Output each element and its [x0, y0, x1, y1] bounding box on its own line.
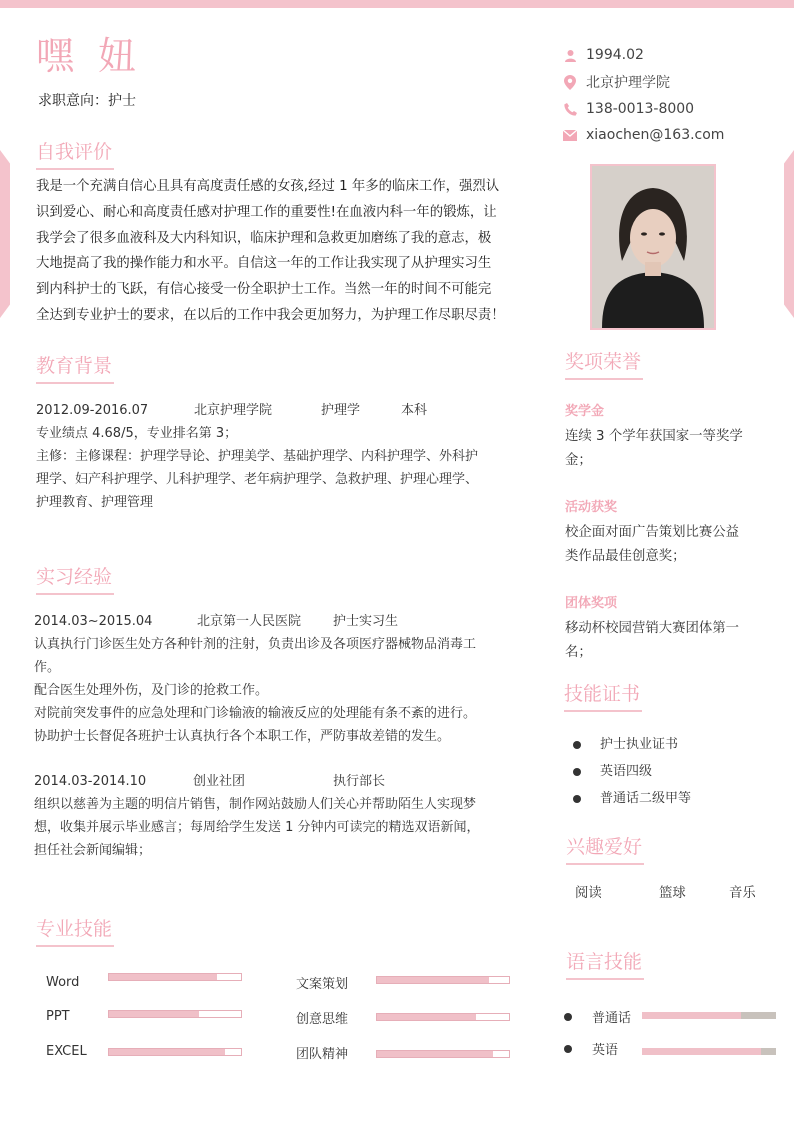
lang-bar-english: [642, 1048, 776, 1055]
edu-degree: 本科: [401, 403, 428, 418]
self-eval-line: 我是一个充满自信心且具有高度责任感的女孩,经过 1 年多的临床工作，强烈认: [36, 179, 500, 194]
job-line: 想，收集并展示毕业感言；每周给学生发送 1 分钟内可读完的精选双语新闻，: [34, 820, 480, 835]
skill-label-word: Word: [46, 975, 80, 990]
left-edge-decoration: [0, 150, 10, 318]
person-icon: [563, 48, 577, 62]
top-accent-bar: [0, 0, 794, 8]
bullet-icon: [564, 1045, 572, 1053]
bullet-icon: [573, 741, 581, 749]
hobbies-title: 兴趣爱好: [566, 835, 644, 865]
award-item-1: [565, 400, 775, 473]
lang-bar-mandarin: [642, 1012, 776, 1019]
job-line: 认真执行门诊医生处方各种针剂的注射，负责出诊及各项医疗器械物品消毒工: [34, 637, 477, 652]
skill-bar-word: [108, 973, 242, 981]
award-line: 校企面对面广告策划比赛公益: [565, 525, 740, 540]
self-eval-line: 大地提高了我的操作能力和水平。自信这一年的工作让我实现了从护理实习生: [36, 256, 492, 272]
award-text: [565, 425, 775, 473]
skill-bar-ppt: [108, 1010, 242, 1018]
internship-job-1: [34, 610, 524, 748]
award-text: [565, 617, 775, 665]
contact-birth: [563, 44, 644, 66]
hobby-reading: 阅读: [575, 886, 602, 901]
edu-school: 北京护理学院: [194, 403, 273, 418]
job-org: 北京第一人民医院: [197, 614, 302, 629]
certs-list: [573, 731, 691, 812]
award-text: [565, 521, 775, 569]
job-line: 组织以慈善为主题的明信片销售，制作网站鼓励人们关心并帮助陌生人实现梦: [34, 797, 477, 812]
education-row: [36, 399, 516, 422]
edu-course-line: 主修：主修课程：护理学导论、护理美学、基础护理学、内科护理学、外科护: [36, 449, 479, 464]
candidate-name: 嘿 妞: [36, 34, 143, 78]
job-org: 创业社团: [193, 774, 246, 789]
lang-label-mandarin: 普通话: [592, 1011, 632, 1026]
bullet-icon: [564, 1013, 572, 1021]
skill-bar-copywriting: [376, 976, 510, 984]
phone-text[interactable]: 138-0013-8000: [586, 101, 695, 117]
award-head: 团体奖项: [565, 596, 618, 611]
phone-icon: [563, 102, 577, 116]
award-head: 活动获奖: [565, 500, 618, 515]
awards-title: 奖项荣誉: [565, 350, 643, 380]
hobby-basketball: 篮球: [659, 886, 686, 901]
edu-gpa: 专业绩点 4.68/5，专业排名第 3；: [36, 426, 238, 441]
cert-label: 护士执业证书: [600, 737, 679, 752]
job-period: 2014.03-2014.10: [34, 774, 147, 789]
award-line: 类作品最佳创意奖；: [565, 549, 686, 564]
edu-major: 护理学: [321, 403, 361, 418]
job-intent: 求职意向：护士: [38, 93, 136, 109]
education-title: 教育背景: [36, 354, 114, 384]
cert-label: 普通话二级甲等: [600, 791, 692, 806]
job-role: 护士实习生: [333, 614, 399, 629]
award-head: 奖学金: [565, 404, 605, 419]
bullet-icon: [573, 768, 581, 776]
edu-course-line: 理学、妇产科护理学、儿科护理学、老年病护理学、急救护理、护理心理学、: [36, 472, 479, 487]
location-icon: [563, 75, 577, 89]
self-eval-title: 自我评价: [36, 140, 114, 170]
mail-icon: [563, 128, 577, 142]
skill-bar-teamwork: [376, 1050, 510, 1058]
job-period: 2014.03~2015.04: [34, 614, 153, 629]
certs-title: 技能证书: [564, 682, 642, 712]
skill-label-copywriting: 文案策划: [296, 977, 349, 992]
job-line: 作。: [34, 660, 61, 675]
contact-email: [563, 124, 724, 146]
job-line: 配合医生处理外伤，及门诊的抢救工作。: [34, 683, 269, 698]
award-line: 连续 3 个学年获国家一等奖学: [565, 429, 743, 444]
award-line: 移动杯校园营销大赛团体第一: [565, 621, 740, 636]
award-line: 金；: [565, 453, 592, 468]
lang-label-english: 英语: [592, 1043, 619, 1058]
internship-title: 实习经验: [36, 565, 114, 595]
languages-title: 语言技能: [566, 950, 644, 980]
edu-course-line: 护理教育、护理管理: [36, 495, 154, 510]
cert-item: [573, 731, 691, 758]
job-header: [34, 770, 524, 793]
school-text: 北京护理学院: [586, 75, 670, 91]
job-line: 协助护士长督促各班护士认真执行各个本职工作，严防事故差错的发生。: [34, 729, 451, 744]
self-eval-line: 全达到专业护士的要求，在以后的工作中我会更加努力，为护理工作尽职尽责！: [36, 307, 505, 323]
skill-label-ppt: PPT: [46, 1009, 70, 1024]
hobby-music: 音乐: [729, 886, 756, 901]
birth-text: 1994.02: [586, 47, 644, 63]
self-eval-line: 到内科护士的飞跃，有信心接受一份全职护士工作。当然一年的时间不可能完: [36, 282, 492, 298]
skill-bar-creativity: [376, 1013, 510, 1021]
skill-label-excel: EXCEL: [46, 1044, 87, 1059]
cert-label: 英语四级: [600, 764, 653, 779]
award-item-2: [565, 496, 775, 569]
skill-label-creativity: 创意思维: [296, 1012, 349, 1027]
job-line: 对院前突发事件的应急处理和门诊输液的输液反应的处理能有条不紊的进行。: [34, 706, 477, 721]
skill-bar-excel: [108, 1048, 242, 1056]
right-edge-decoration: [784, 150, 794, 318]
edu-period: 2012.09-2016.07: [36, 403, 149, 418]
award-item-3: [565, 592, 775, 665]
bullet-icon: [573, 795, 581, 803]
email-text[interactable]: xiaochen@163.com: [586, 127, 725, 143]
contact-phone: [563, 98, 694, 120]
pro-skills-title: 专业技能: [36, 917, 114, 947]
cert-item: [573, 785, 691, 812]
internship-job-2: [34, 770, 524, 862]
award-line: 名；: [565, 645, 592, 660]
self-eval-line: 我学会了很多血液科及大内科知识，临床护理和急救更加磨练了我的意志，极: [36, 230, 492, 246]
cert-item: [573, 758, 691, 785]
profile-photo: [590, 164, 716, 330]
job-role: 执行部长: [333, 774, 386, 789]
contact-school: [563, 71, 670, 93]
self-eval-line: 识到爱心、耐心和高度责任感对护理工作的重要性!在血液内科一年的锻炼，让: [36, 204, 497, 220]
skill-label-teamwork: 团队精神: [296, 1047, 349, 1062]
job-line: 担任社会新闻编辑；: [34, 843, 152, 858]
education-body: [36, 399, 516, 514]
job-header: [34, 610, 524, 633]
self-eval-body: [36, 174, 526, 329]
